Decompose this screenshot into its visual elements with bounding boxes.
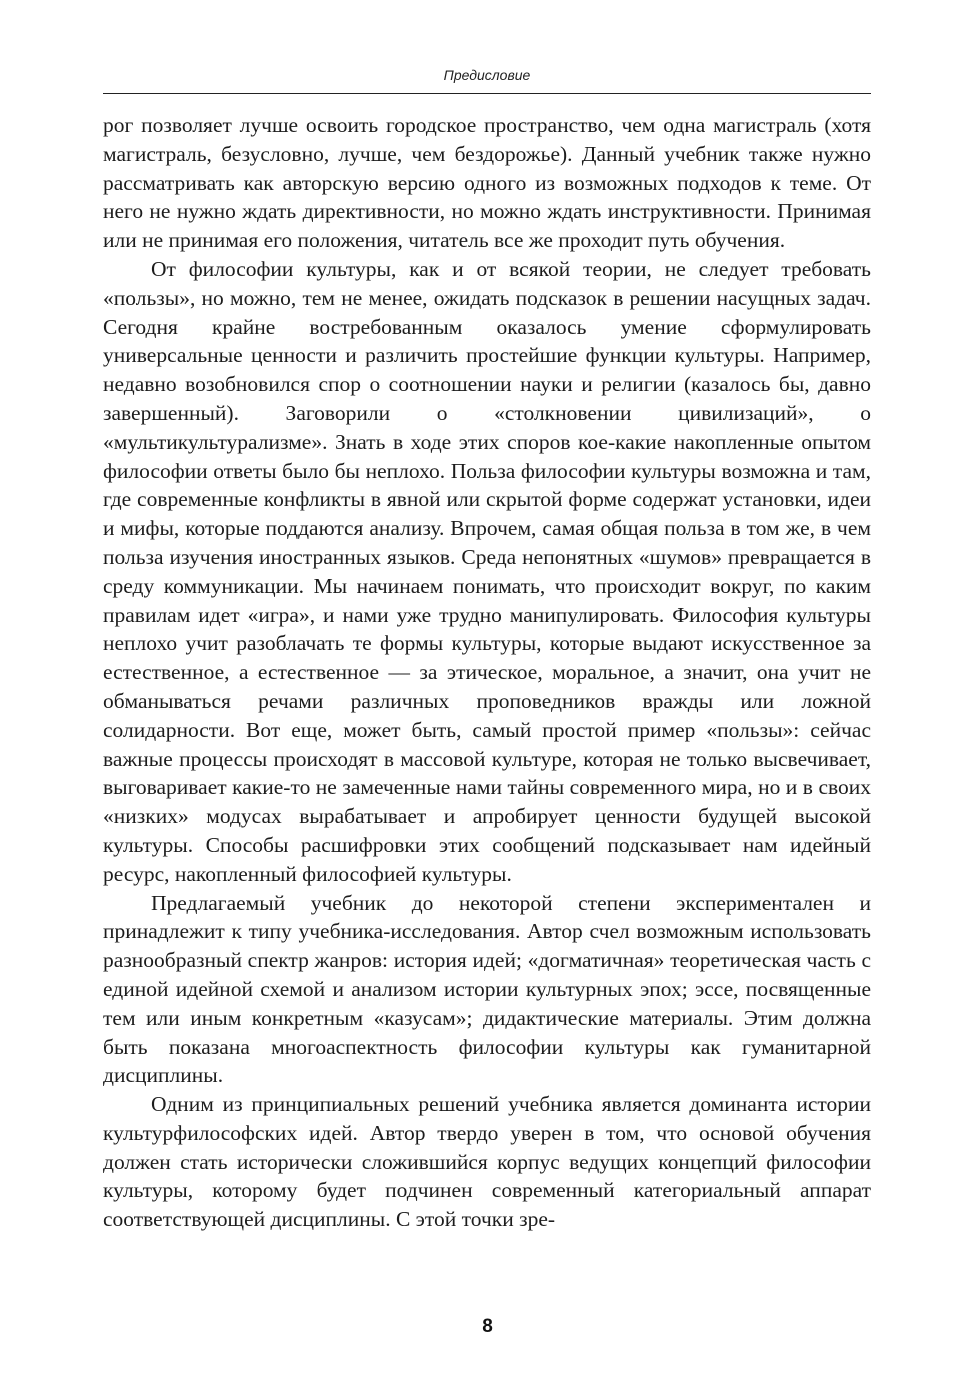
body-text: [103, 111, 871, 1234]
header-divider: [103, 93, 871, 94]
paragraph-continuation: рог позволяет лучше освоить городское пространство, чем одна магистраль (хотя магистраль, безусловно, лучше, чем бездорожье). Данный учебник также нужно рассматривать как авторскую версию одного из возможных подходов к теме. От него не нужно ждать директивности, но можно ждать инструктивности. Принимая или не принимая его положения, читатель все же проходит путь обучения.: [103, 113, 871, 253]
paragraph-history-of-ideas: Одним из принципиальных решений учебника является доминанта истории культурфилософских идей. Автор твердо уверен в том, что основой обучения должен стать исторически сложившийся корпус ведущих концепций философии культуры, которому будет подчинен современный категориальный аппарат соответствующей дисциплины. С этой точки зре-: [103, 1092, 871, 1232]
paragraph-philosophy-usefulness: От философии культуры, как и от всякой теории, не следует требовать «пользы», но можно, тем не менее, ожидать подсказок в решении насущных задач. Сегодня крайне востребованным оказалось умение сформулировать универсальные ценности и различить простейшие функции культуры. Например, недавно возобновился спор о соотношении науки и религии (казалось бы, давно завершенный). Заговорили о «столкновении цивилизаций», о «мультикультурализме». Знать в ходе этих споров кое-какие накопленные опытом философии ответы было бы неплохо. Польза философии культуры возможна и там, где современные конфликты в явной или скрытой форме содержат установки, идеи и мифы, которые поддаются анализу. Впрочем, самая общая польза в том же, в чем польза изучения иностранных языков. Среда непонятных «шумов» превращается в среду коммуникации. Мы начинаем понимать, что происходит вокруг, по каким правилам идет «игра», и нами уже трудно манипулировать. Философия культуры неплохо учит разоблачать те формы культуры, которые выдают искусственное за естественное, а естественное — за этическое, моральное, а значит, она учит не обманываться речами различных проповедников вражды или ложной солидарности. Вот еще, может быть, самый простой пример «пользы»: сейчас важные процессы происходят в массовой культуре, которая не только высвечивает, выговаривает какие-то не замеченные нами тайны современного мира, но и в своих «низких» модусах вырабатывает и апробирует ценности будущей высокой культуры. Способы расшифровки этих сообщений подсказывает нам идейный ресурс, накопленный философией культуры.: [103, 256, 871, 886]
running-head: Предисловие: [443, 67, 531, 83]
paragraph-textbook-genres: Предлагаемый учебник до некоторой степени экспериментален и принадлежит к типу учебника-исследования. Автор счел возможным использовать разнообразный спектр жанров: история идей; «догматичная» теоретическая часть с единой идейной схемой и анализом истории культурных эпох; эссе, посвященные тем или иным конкретным «казусам»; дидактические материалы. Этим должна быть показана многоаспектность философии культуры как гуманитарной дисциплины.: [103, 890, 871, 1088]
page-number: 8: [482, 1316, 493, 1337]
